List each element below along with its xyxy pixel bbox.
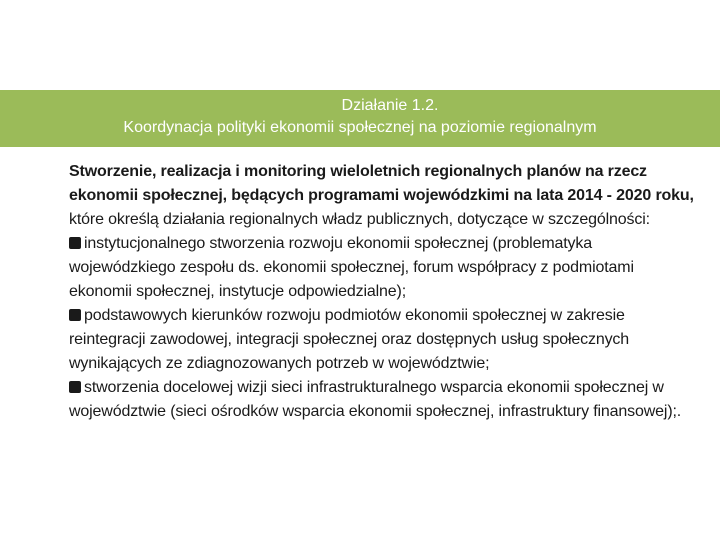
slide-body [69, 160, 694, 424]
lead-bold-text: Stworzenie, realizacja i monitoring wieloletnich regionalnych planów na rzecz ekonomii społecznej, będących programami wojewódzkimi na lata 2014 - 2020 roku, [69, 163, 694, 204]
bullet-text: podstawowych kierunków rozwoju podmiotów ekonomii społecznej w zakresie reintegracji zawodowej, integracji społecznej oraz dostępnych usług społecznych wynikających ze zdiagnozowanych potrzeb w województwie; [69, 307, 630, 372]
bullet-item [69, 376, 694, 424]
title-banner [0, 90, 720, 147]
square-bullet-icon [69, 309, 81, 321]
bullet-text: instytucjonalnego stworzenia rozwoju ekonomii społecznej (problematyka wojewódzkiego zespołu ds. ekonomii społecznej, forum współpracy z podmiotami ekonomii społecznej, instytucje odpowiedzialne); [69, 235, 634, 300]
square-bullet-icon [69, 237, 81, 249]
bullet-text: stworzenia docelowej wizji sieci infrastrukturalnego wsparcia ekonomii społecznej w województwie (sieci ośrodków wsparcia ekonomii społecznej, infrastruktury finansowej);. [69, 379, 682, 420]
slide-title-line1: Działanie 1.2. [341, 97, 439, 114]
lead-paragraph [69, 160, 694, 232]
bullet-item [69, 304, 694, 376]
lead-regular-text: które określą działania regionalnych władz publicznych, dotyczące w szczególności: [69, 211, 650, 228]
slide-title-line2: Koordynacja polityki ekonomii społecznej na poziomie regionalnym [123, 119, 597, 136]
square-bullet-icon [69, 381, 81, 393]
bullet-item [69, 232, 694, 304]
